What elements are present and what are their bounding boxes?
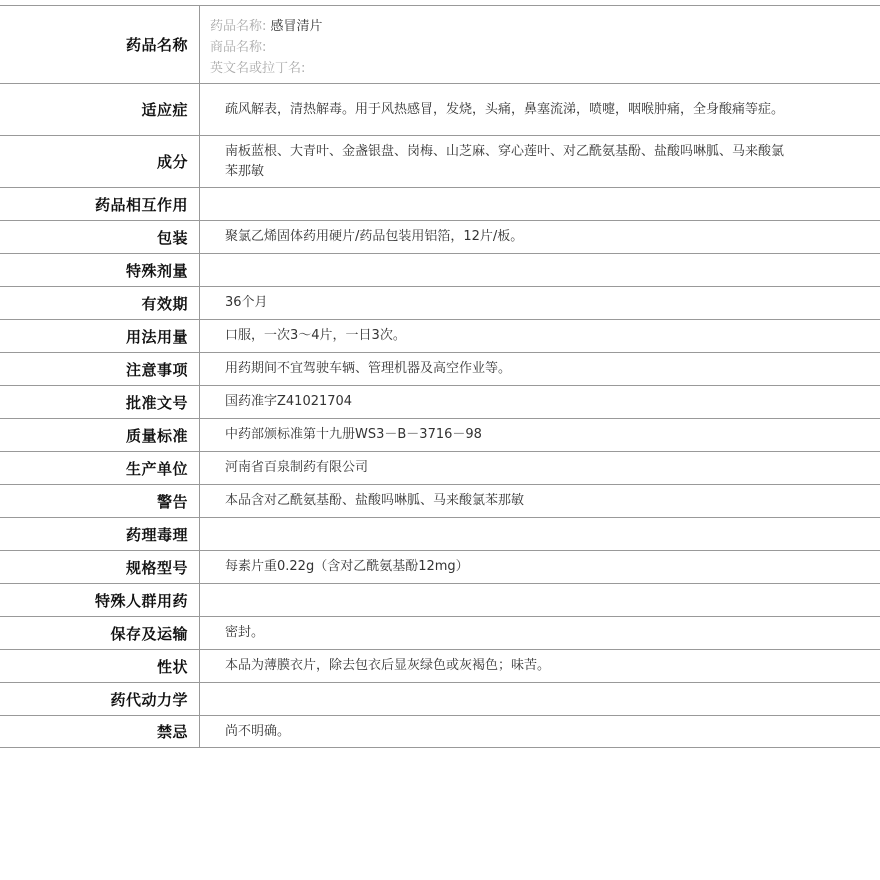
row-quality-standard xyxy=(0,418,880,451)
generic-name-value: 感冒清片 xyxy=(270,19,323,34)
latin-name-line xyxy=(210,58,785,79)
row-value: 本品为薄膜衣片，除去包衣后显灰绿色或灰褐色；味苦。 xyxy=(225,658,551,673)
trade-name-line xyxy=(210,37,785,58)
row-value: 密封。 xyxy=(225,625,265,640)
row-shelf-life xyxy=(0,286,880,319)
row-value: 中药部颁标准第十九册WS3－B－3716－98 xyxy=(225,427,482,442)
row-value: 每素片重0.22g（含对乙酰氨基酚12mg） xyxy=(225,559,469,574)
latin-name-label: 英文名或拉丁名: xyxy=(210,61,306,76)
row-label: 药理毒理 xyxy=(0,518,200,550)
row-indications xyxy=(0,83,880,135)
generic-name-line xyxy=(210,16,785,37)
row-contraindications xyxy=(0,715,880,748)
row-label: 成分 xyxy=(0,136,200,187)
row-pharmacology xyxy=(0,517,880,550)
row-value: 尚不明确。 xyxy=(225,723,291,739)
row-label: 特殊剂量 xyxy=(0,254,200,286)
row-label: 注意事项 xyxy=(0,353,200,385)
row-precautions xyxy=(0,352,880,385)
row-label: 警告 xyxy=(0,485,200,517)
row-label: 禁忌 xyxy=(0,716,200,747)
row-value xyxy=(200,188,880,220)
row-specification xyxy=(0,550,880,583)
row-value: 聚氯乙烯固体药用硬片/药品包装用铝箔，12片/板。 xyxy=(225,229,524,244)
row-label: 药品名称 xyxy=(0,6,200,83)
row-label: 包装 xyxy=(0,221,200,253)
row-value: 口服，一次3～4片，一日3次。 xyxy=(225,328,406,343)
row-packaging xyxy=(0,220,880,253)
row-label: 保存及运输 xyxy=(0,617,200,649)
row-label: 规格型号 xyxy=(0,551,200,583)
row-label: 生产单位 xyxy=(0,452,200,484)
row-value: 疏风解表，清热解毒。用于风热感冒，发烧，头痛，鼻塞流涕，喷嚏，咽喉肿痛，全身酸痛等症。 xyxy=(225,101,785,117)
row-value: 本品含对乙酰氨基酚、盐酸吗啉胍、马来酸氯苯那敏 xyxy=(225,493,525,508)
row-value xyxy=(200,584,880,616)
row-ingredients xyxy=(0,135,880,187)
row-value: 国药准字Z41021704 xyxy=(225,394,353,409)
row-label: 特殊人群用药 xyxy=(0,584,200,616)
generic-name-label: 药品名称: xyxy=(210,19,267,34)
row-value xyxy=(200,683,880,715)
row-value: 河南省百泉制药有限公司 xyxy=(225,460,369,475)
row-description xyxy=(0,649,880,682)
row-label: 批准文号 xyxy=(0,386,200,418)
row-label: 适应症 xyxy=(0,84,200,135)
row-label: 药品相互作用 xyxy=(0,188,200,220)
row-warning xyxy=(0,484,880,517)
row-approval-number xyxy=(0,385,880,418)
row-value: 用药期间不宜驾驶车辆、管理机器及高空作业等。 xyxy=(225,361,512,376)
trade-name-label: 商品名称: xyxy=(210,40,267,55)
row-label: 有效期 xyxy=(0,287,200,319)
row-pharmacokinetics xyxy=(0,682,880,715)
row-manufacturer xyxy=(0,451,880,484)
row-value: 南板蓝根、大青叶、金盏银盘、岗梅、山芝麻、穿心莲叶、对乙酰氨基酚、盐酸吗啉胍、马来酸氯苯那敏 xyxy=(225,143,785,179)
row-interactions xyxy=(0,187,880,220)
row-special-populations xyxy=(0,583,880,616)
row-drug-name xyxy=(0,5,880,83)
row-dosage xyxy=(0,319,880,352)
row-value xyxy=(200,518,880,550)
row-label: 药代动力学 xyxy=(0,683,200,715)
row-value xyxy=(200,254,880,286)
row-special-dosage xyxy=(0,253,880,286)
drug-names-cell xyxy=(200,6,880,83)
row-label: 用法用量 xyxy=(0,320,200,352)
row-storage xyxy=(0,616,880,649)
row-value: 36个月 xyxy=(225,295,268,310)
row-label: 性状 xyxy=(0,650,200,682)
drug-info-table xyxy=(0,5,880,748)
row-label: 质量标准 xyxy=(0,419,200,451)
